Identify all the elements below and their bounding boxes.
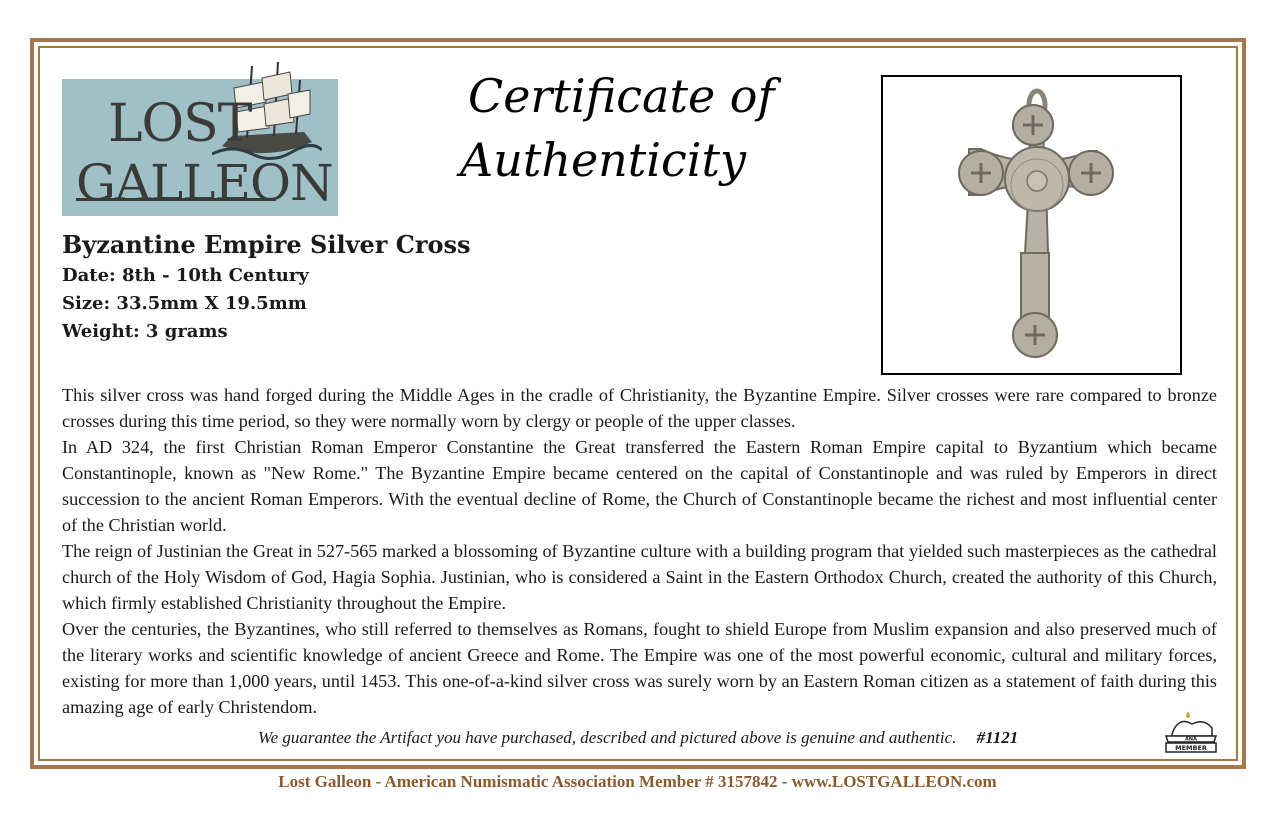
title-line-2: Authenticity (460, 133, 746, 187)
artifact-photo (881, 75, 1182, 375)
ana-member-badge-icon (1158, 706, 1222, 756)
guarantee-text: We guarantee the Artifact you have purchased, described and pictured above is genuine and authentic. (258, 728, 957, 747)
lost-galleon-logo (62, 58, 338, 216)
artifact-weight: Weight: 3 grams (62, 321, 228, 342)
description-paragraph: This silver cross was hand forged during the Middle Ages in the cradle of Christianity, the Byzantine Empire. Silver crosses were rare compared to bronze crosses during this time period, so they were normally worn by clergy or people of the upper classes. (62, 385, 1217, 431)
silver-cross-image (883, 77, 1180, 373)
artifact-details (62, 228, 471, 346)
description-paragraph: Over the centuries, the Byzantines, who still referred to themselves as Romans, fought to shield Europe from Muslim expansion and also preserved much of the literary works and scientific knowledge of ancient Greece and Rome. The Empire was one of the most powerful economic, cultural and military forces, existing for more than 1,000 years, until 1453. This one-of-a-kind silver cross was surely worn by an Eastern Roman citizen as a statement of faith during this amazing age of early Christendom. (62, 619, 1217, 717)
authenticity-guarantee (258, 728, 1018, 748)
artifact-date: Date: 8th - 10th Century (62, 265, 309, 286)
logo-word-lost: LOST (108, 94, 252, 154)
artifact-name: Byzantine Empire Silver Cross (62, 230, 471, 259)
title-line-1: Certificate of (468, 69, 775, 123)
description-paragraph: The reign of Justinian the Great in 527-565 marked a blossoming of Byzantine culture with a building program that yielded such masterpieces as the cathedral church of the Holy Wisdom of God, Hagia Sophia. Justinian, who is considered a Saint in the Eastern Orthodox Church, created the authority of this Church, which firmly established Christianity throughout the Empire. (62, 541, 1217, 613)
artifact-size: Size: 33.5mm X 19.5mm (62, 293, 307, 314)
logo-word-galleon: GALLEON (76, 154, 333, 212)
footer-membership-line: Lost Galleon - American Numismatic Association Member # 3157842 - www.LOSTGALLEON.com (278, 772, 997, 791)
certificate-number: #1121 (976, 728, 1019, 747)
ana-member-label: MEMBER (1175, 744, 1207, 752)
description-paragraph: In AD 324, the first Christian Roman Emperor Constantine the Great transferred the Eastern Roman Empire capital to Byzantium which became Constantinople, known as "New Rome." The Byzantine Empire became centered on the capital of Constantinople and was ruled by Emperors in direct succession to the ancient Roman Emperors. With the eventual decline of Rome, the Church of Constantinople became the richest and most influential center of the Christian world. (62, 437, 1217, 535)
ana-label: ANA (1185, 736, 1197, 743)
certificate-title (430, 64, 790, 192)
artifact-description (62, 382, 1217, 720)
